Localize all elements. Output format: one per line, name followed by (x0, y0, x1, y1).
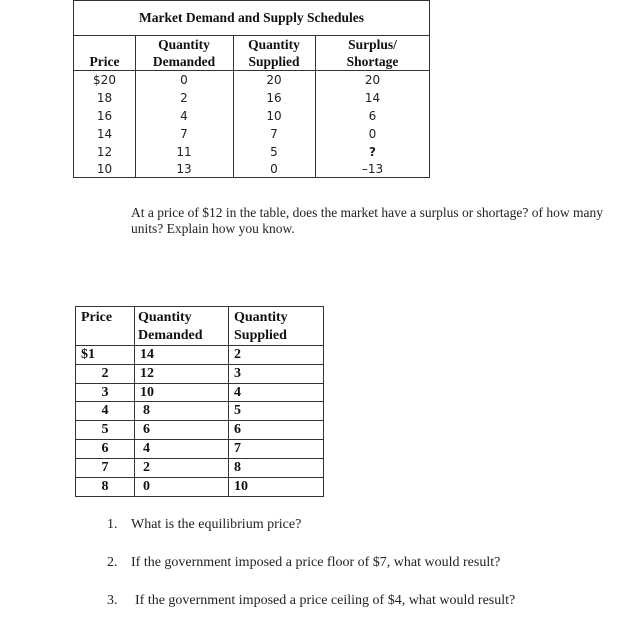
header-ss-line2: Shortage (346, 54, 399, 69)
cell-price: 7 (101, 460, 109, 475)
cell-qd: 0 (143, 479, 150, 494)
question-3 (107, 593, 607, 611)
header-qd-line1: Quantity (158, 37, 210, 52)
cell-price: 16 (96, 109, 113, 123)
cell-qs: 20 (266, 73, 282, 87)
cell-ss: ? (369, 145, 376, 159)
header-qs-line2: Supplied (234, 328, 287, 343)
cell-price: 8 (101, 479, 109, 494)
cell-price: 6 (101, 441, 109, 456)
cell-price: 10 (96, 162, 113, 176)
cell-price: 4 (101, 403, 109, 418)
cell-price: $20 (93, 73, 116, 87)
cell-qs: 16 (266, 91, 282, 105)
cell-qd: 2 (180, 91, 188, 105)
cell-qs: 4 (234, 385, 241, 400)
header-price: Price (81, 310, 113, 325)
cell-qd: 12 (140, 366, 154, 381)
cell-qd: 13 (176, 162, 192, 176)
question-number: 2. (107, 555, 118, 570)
cell-ss: 14 (364, 91, 381, 105)
cell-qs: 10 (266, 109, 282, 123)
header-qd-line2: Demanded (138, 328, 203, 343)
cell-ss: –13 (361, 162, 384, 176)
header-qs-line1: Quantity (248, 37, 300, 52)
cell-qs: 0 (270, 162, 278, 176)
market-schedule-table (73, 0, 430, 178)
cell-ss: 6 (368, 109, 377, 123)
question-number: 1. (107, 517, 118, 532)
header-qs-line1: Quantity (234, 310, 288, 325)
cell-qd: 8 (143, 403, 150, 418)
cell-qd: 11 (176, 145, 192, 159)
cell-ss: 20 (364, 73, 381, 87)
question-2 (107, 555, 607, 573)
question-1 (107, 517, 607, 535)
cell-qs: 3 (234, 366, 241, 381)
cell-price: 2 (101, 366, 109, 381)
question-text: What is the equilibrium price? (131, 517, 302, 532)
cell-qd: 4 (143, 441, 150, 456)
question-text: If the government imposed a price floor of $7, what would result? (131, 555, 501, 570)
cell-qs: 10 (234, 479, 248, 494)
question-number: 3. (107, 593, 118, 608)
cell-qd: 2 (143, 460, 150, 475)
cell-qd: 4 (180, 109, 188, 123)
header-qd-line1: Quantity (138, 310, 192, 325)
cell-price: 5 (101, 422, 109, 437)
header-qs-line2: Supplied (248, 54, 300, 69)
cell-price: 18 (96, 91, 113, 105)
header-ss-line1: Surplus/ (348, 37, 397, 52)
question-text: If the government imposed a price ceiling of $4, what would result? (135, 593, 516, 608)
cell-qs: 5 (234, 403, 241, 418)
table-title: Market Demand and Supply Schedules (138, 10, 365, 25)
cell-qd: 7 (180, 127, 188, 141)
cell-price: 12 (96, 145, 113, 159)
cell-ss: 0 (368, 127, 377, 141)
cell-price: $1 (81, 347, 95, 362)
supply-demand-table (75, 306, 324, 497)
cell-qd: 0 (180, 73, 188, 87)
cell-qs: 8 (234, 460, 241, 475)
cell-qd: 14 (140, 347, 154, 362)
divider (76, 345, 323, 346)
question-text: At a price of $12 in the table, does the market have a surplus or shortage? of how many units? Explain how you know. (131, 205, 603, 236)
header-price: Price (89, 54, 120, 69)
header-qd-line2: Demanded (152, 54, 216, 69)
cell-qs: 5 (270, 145, 278, 159)
cell-price: 14 (96, 127, 113, 141)
cell-qs: 2 (234, 347, 241, 362)
cell-qd: 6 (143, 422, 150, 437)
cell-qs: 7 (234, 441, 241, 456)
cell-qd: 10 (140, 385, 154, 400)
cell-price: 3 (101, 385, 109, 400)
cell-qs: 7 (270, 127, 278, 141)
cell-qs: 6 (234, 422, 241, 437)
